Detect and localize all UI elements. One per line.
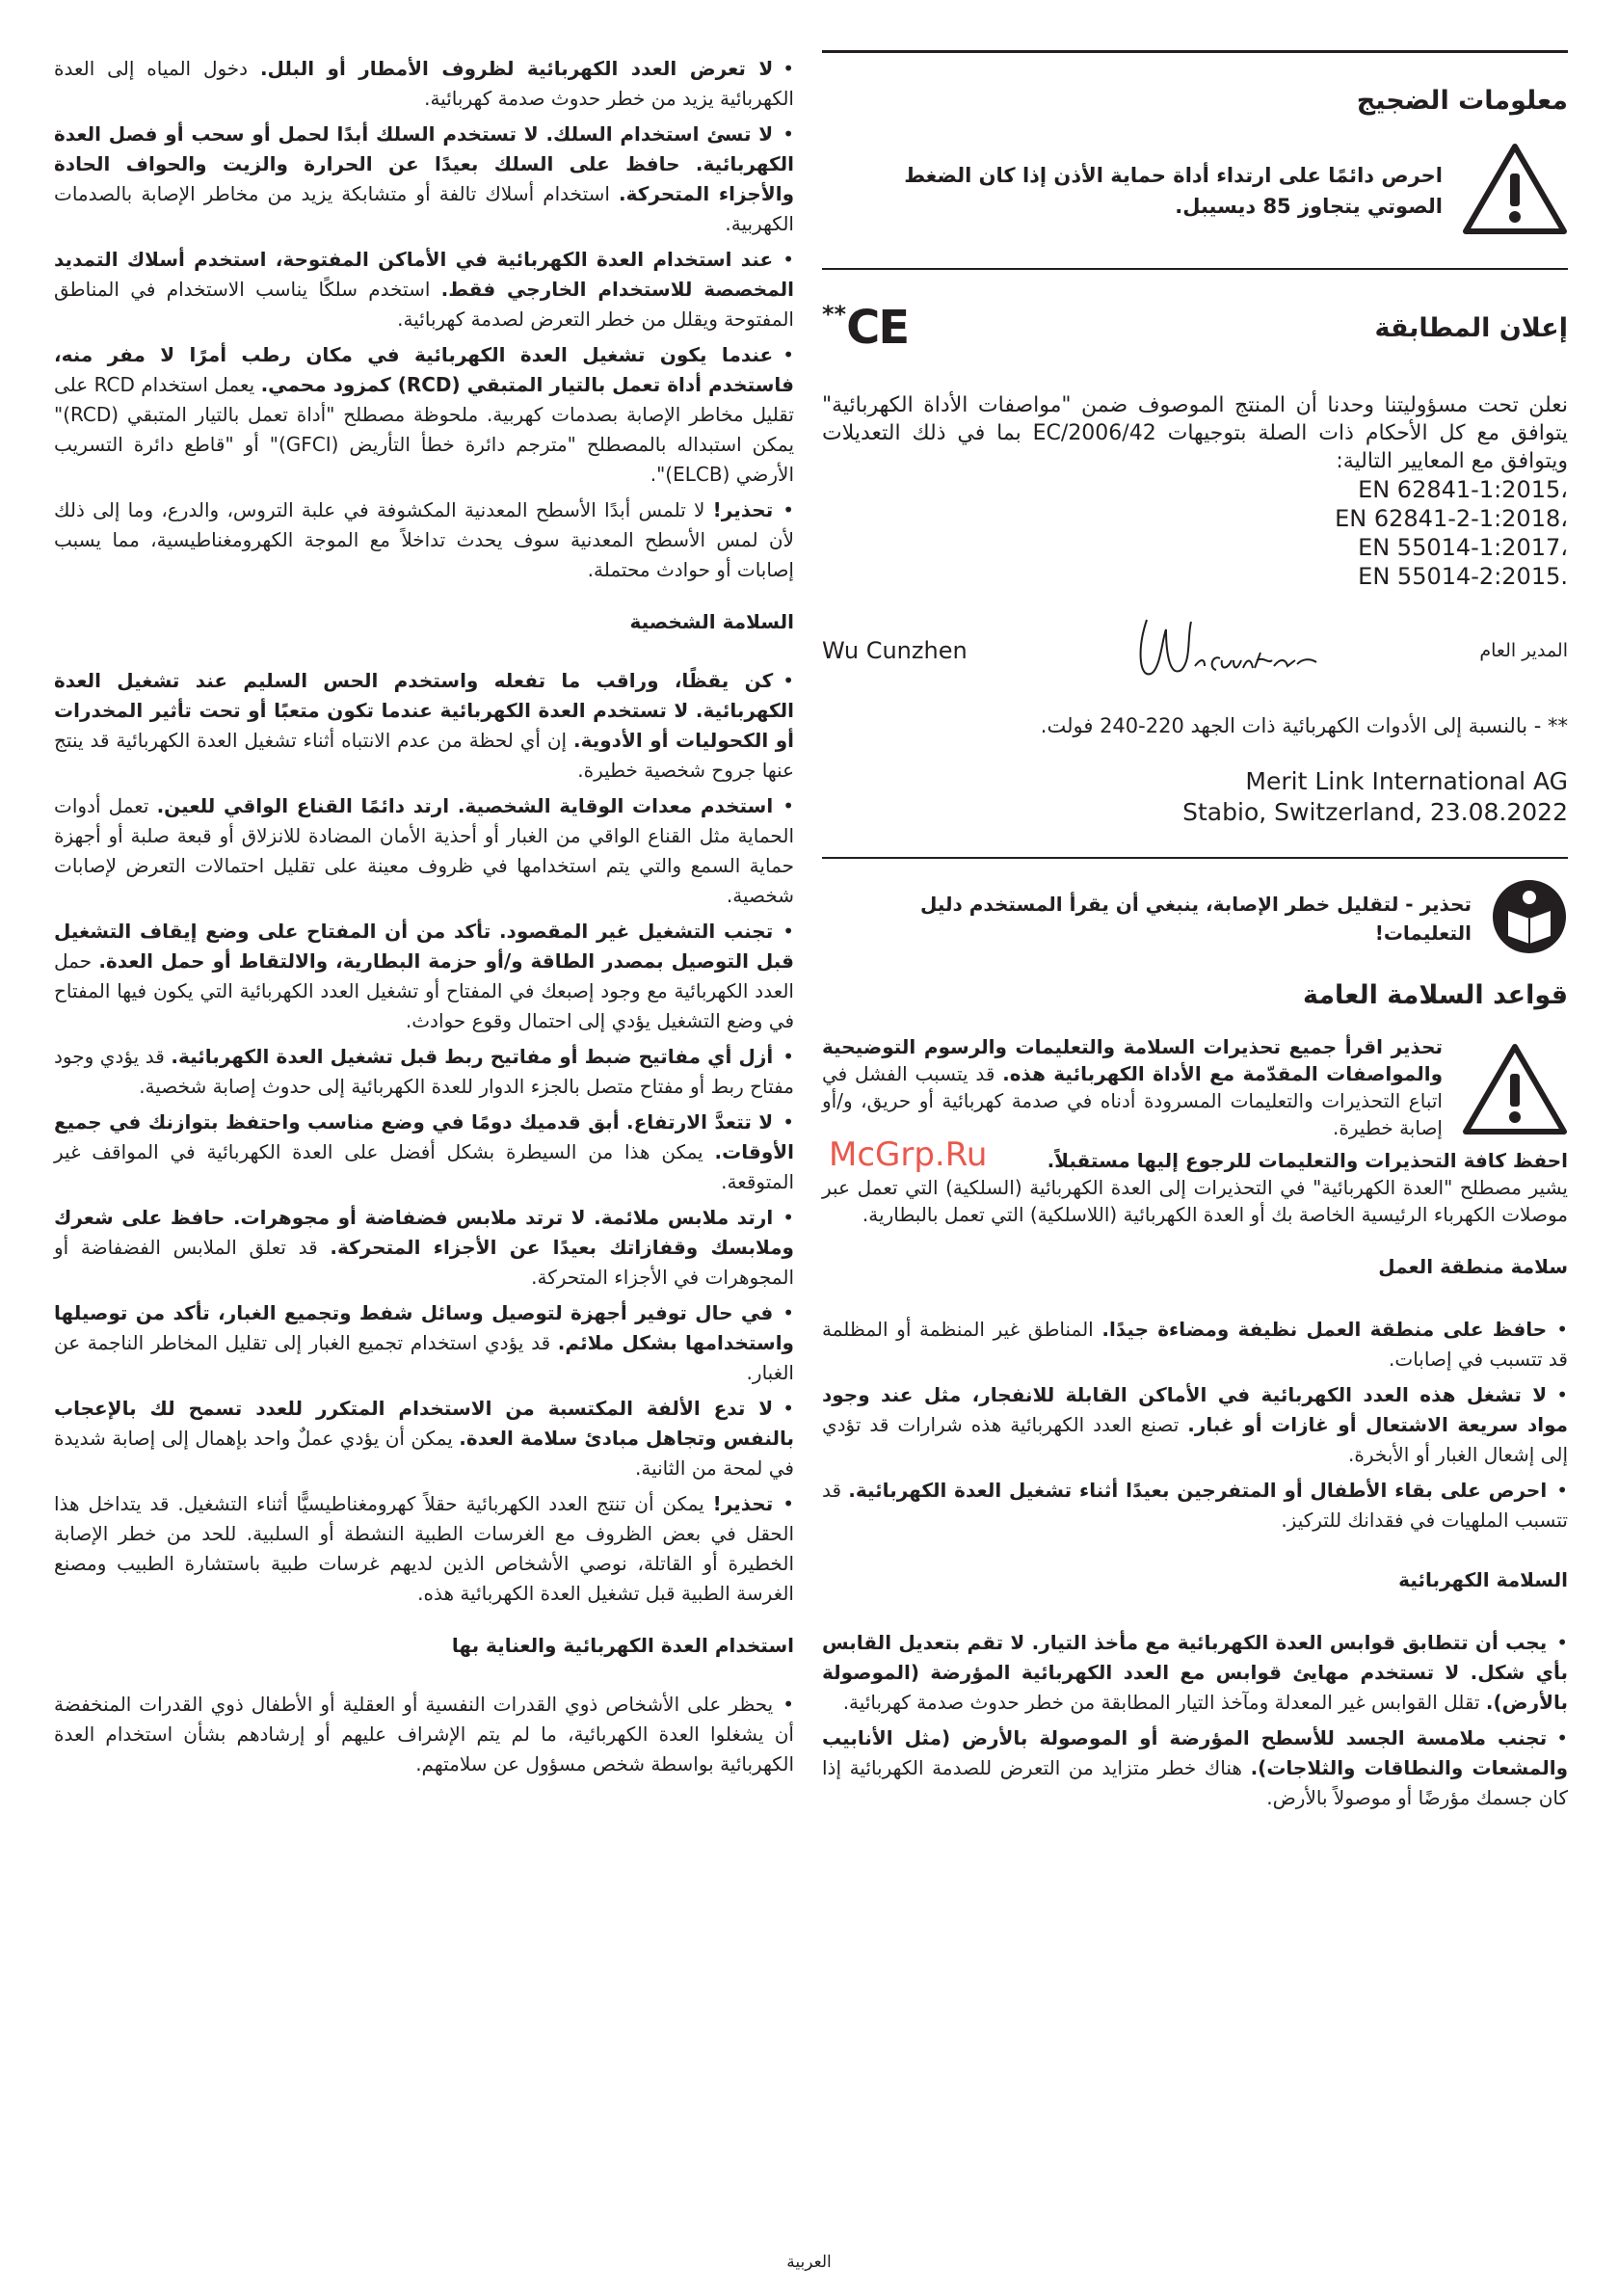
list-item: •كن يقظًا، وراقب ما تفعله واستخدم الحس السليم عند تشغيل العدة الكهربائية. لا تستخدم العدة الكهربائية عندما تكون متعبًا أو تحت تأثير المخدرات أو الكحوليات أو الأدوية. إن أي لحظة من عدم الانتباه أثناء تشغيل العدة الكهربائية قد ينتج عنها جروح شخصية خطيرة. [54,669,795,782]
manager-label: المدير العام [1479,640,1568,661]
use-care-title: استخدام العدة الكهربائية والعناية بها [451,1634,794,1657]
list-item: •احرص على بقاء الأطفال أو المتفرجين بعيدًا أثناء تشغيل العدة الكهربائية. قد تتسبب الملهيات في فقدانك للتركيز. [822,1479,1568,1532]
list-item: •عند استخدام العدة الكهربائية في الأماكن المفتوحة، استخدم أسلاك التمديد المخصصة للاستخدام الخارجي فقط. استخدم سلكًا يناسب الاستخدام في المناطق المفتوحة ويقلل من خطر التعرض لصدمة كهربائية. [54,248,794,331]
page-footer-language: العربية [786,2253,832,2272]
list-item: •تحذير! لا تلمس أبدًا الأسطح المعدنية المكشوفة في علبة التروس، والدرع، وما إلى ذلك لأن لمس الأسطح المعدنية سوف يحدث تداخلاً مع الموجة الكهرومغناطيسية، مما يسبب إصابات أو حوادث محتملة. [54,498,795,581]
list-item: •لا تتعدَّ الارتفاع. أبق قدميك دومًا في وضع مناسب واحتفظ بتوازنك في جميع الأوقات. يمكن هذا من السيطرة بشكل أفضل على العدة الكهربائية في المواقف غير المتوقعة. [54,1110,794,1193]
warning-triangle-icon [1462,143,1568,239]
keep-instructions: احفظ كافة التحذيرات والتعليمات للرجوع إليها مستقبلاً. [1047,1149,1568,1172]
standard-item: EN 62841-1:2015، [1358,476,1568,503]
signature-row [822,612,1568,689]
list-item: •تجنب ملامسة الجسد للأسطح المؤرضة أو الموصولة بالأرض (مثل الأنابيب والمشعات والنطاقات والثلاجات). هناك خطر متزايد من التعرض للصدمة الكهربائية إذا كان جسمك مؤرضًا أو موصولاً بالأرض. [822,1726,1568,1809]
personal-safety-list [54,666,794,1609]
list-item: •لا تدع الألفة المكتسبة من الاستخدام المتكرر للعدد تسمح لك بالإعجاب بالنفس وتجاهل مبادئ سلامة العدة. يمكن أن يؤدي عملٌ واحد بإهمال إلى إصابة شديدة في لمحة من الثانية. [54,1397,795,1480]
read-manual-text: تحذير - لتقليل خطر الإصابة، ينبغي أن يقرأ المستخدم دليل التعليمات! [920,893,1472,945]
conformity-intro: نعلن تحت مسؤوليتنا وحدنا أن المنتج الموصوف ضمن "مواصفات الأداة الكهربائية" يتوافق مع كل الأحكام ذات الصلة بتوجيهات 2006/42/EC بما في ذلك التعديلات ويتوافق مع المعايير التالية: [822,393,1568,473]
place-date: Stabio, Switzerland, 23.08.2022 [1182,798,1568,826]
work-area-title: سلامة منطقة العمل [1378,1255,1568,1278]
right-column [822,50,1568,1819]
general-warning-text [822,1033,1443,1141]
list-item: •لا تعرض العدد الكهربائية لظروف الأمطار أو البلل. دخول المياه إلى العدة الكهربائية يزيد من خطر حدوث صدمة كهربائية. [54,57,795,110]
list-item: •تحذير! يمكن أن تنتج العدد الكهربائية حقلاً كهرومغناطيسيًّا أثناء التشغيل. قد يتداخل هذا الحقل في بعض الظروف مع الغرسات الطبية النشطة أو السلبية. للحد من خطر الإصابة الخطيرة أو القاتلة، نوصي الأشخاص الذين لديهم غرسات طبية باستشارة الطبيب ومصنع الغرسة الطبية قبل تشغيل العدة الكهربائية هذه. [54,1492,795,1605]
divider [822,268,1568,270]
ce-mark: ** CE [822,301,909,355]
general-warning-rest: قد يتسبب الفشل في اتباع التحذيرات والتعليمات المسرودة أدناه في صدمة كهربائية أو حريق، و/أو إصابة خطيرة. [822,1062,1443,1139]
divider [822,857,1568,859]
conformity-title: إعلان المطابقة [1374,312,1568,343]
noise-warning-text: احرص دائمًا على ارتداء أداة حماية الأذن إذا كان الضغط الصوتي يتجاوز 85 ديسيبل. [904,164,1443,218]
general-safety-title: قواعد السلامة العامة [1302,980,1568,1010]
term-definition: يشير مصطلح "العدة الكهربائية" في التحذيرات إلى العدة الكهربائية (السلكية) التي تعمل عبر موصلات الكهرباء الرئيسية الخاصة بك أو العدة الكهربائية (اللاسلكية) التي تعمل بالبطارية. [822,1176,1568,1226]
electrical-continued-list [54,54,794,585]
list-item: •استخدم معدات الوقاية الشخصية. ارتد دائمًا القناع الواقي للعين. تعمل أدوات الحماية مثل القناع الواقي من الغبار أو أحذية الأمان المضادة للانزلاق أو قبعة صلبة أو أجهزة حماية السمع والتي يتم استخدامها في ظروف معينة على تقليل احتمالات التعرض لإصابات شخصية. [54,794,794,907]
noise-title: معلومات الضجيج [1356,86,1568,116]
read-manual-box [822,878,1568,959]
list-item: •حافظ على منطقة العمل نظيفة ومضاءة جيدًا. المناطق غير المنظمة أو المظلمة قد تتسبب في إصابات. [822,1318,1569,1371]
warning-triangle-icon [1462,1043,1568,1139]
general-warning-box [822,1033,1568,1141]
read-manual-icon [1491,878,1568,959]
list-item: •في حال توفير أجهزة لتوصيل وسائل شفط وتجميع الغبار، تأكد من توصيلها واستخدامها بشكل ملائم. قد يؤدي استخدام تجميع الغبار إلى تقليل المخاطر الناجمة عن الغبار. [54,1301,794,1384]
noise-warning-box [822,143,1568,239]
work-area-list [822,1315,1568,1535]
list-item: •ارتد ملابس ملائمة. لا ترتد ملابس فضفاضة أو مجوهرات. حافظ على شعرك وملابسك وقفازاتك بعيدًا عن الأجزاء المتحركة. قد تعلق الملابس الفضفاضة أو المجوهرات في الأجزاء المتحركة. [54,1206,794,1289]
standard-item: EN 55014-1:2017، [1358,534,1568,561]
manager-name: Wu Cunzhen [822,637,968,664]
watermark: McGrp.Ru [829,1135,988,1174]
list-item: •يحظر على الأشخاص ذوي القدرات النفسية أو العقلية أو الأطفال ذوي القدرات المنخفضة أن يشغلوا العدة الكهربائية، ما لم يتم الإشراف عليهم أو إرشادهم بشأن استخدام العدة الكهربائية بواسطة شخص مسؤول عن سلامتهم. [54,1693,794,1775]
personal-safety-title: السلامة الشخصية [629,610,794,633]
electrical-title: السلامة الكهربائية [1398,1568,1568,1591]
list-item: •تجنب التشغيل غير المقصود. تأكد من أن المفتاح على وضع إيقاف التشغيل قبل التوصيل بمصدر الطاقة و/أو حزمة البطارية، والالتقاط أو حمل العدة. حمل العدد الكهربائية مع وجود إصبعك في المفتاح أو تشغيل العدد الكهربائية التي يكون فيها المفتاح في وضع التشغيل يؤدي إلى احتمال وقوع حوادث. [54,920,795,1032]
conformity-header [822,301,1568,355]
left-column [54,54,794,1785]
signature [1127,610,1320,691]
standard-item: EN 55014-2:2015. [1358,563,1568,590]
list-item: •يجب أن تتطابق قوابس العدة الكهربائية مع مأخذ التيار. لا تقم بتعديل القابس بأي شكل. لا تستخدم مهايئ قوابس مع العدد الكهربائية المؤرضة (الموصولة بالأرض). تقلل القوابس غير المعدلة ومآخذ التيار المطابقة من خطر حدوث صدمة كهربائية. [822,1631,1568,1714]
list-item: •أزل أي مفاتيح ضبط أو مفاتيح ربط قبل تشغيل العدة الكهربائية. قد يؤدي وجود مفتاح ربط أو مفتاح متصل بالجزء الدوار للعدة الكهربائية إلى حدوث إصابة شخصية. [54,1045,794,1098]
standards-list [822,475,1568,591]
list-item: •عندما يكون تشغيل العدة الكهربائية في مكان رطب أمرًا لا مفر منه، فاستخدم أداة تعمل بالتيار المتبقي (RCD) كمزود محمي. يعمل استخدام RCD على تقليل مخاطر الإصابة بصدمات كهربية. ملحوظة مصطلح "أداة تعمل بالتيار المتبقي (RCD)" يمكن استبداله بالمصطلح "مترجم دائرة خطأ التأريض (GFCI)" أو "قاطع دائرة التسريب الأرضي (ELCB)". [54,343,795,486]
divider [822,50,1568,53]
voltage-note: ** - بالنسبة إلى الأدوات الكهربائية ذات الجهد 220-240 فولت. [1040,714,1568,737]
electrical-list [822,1628,1568,1813]
standard-item: EN 62841-2-1:2018، [1335,505,1568,532]
general-warning-bold: تحذير اقرأ جميع تحذيرات السلامة والتعليمات والرسوم التوضيحية والمواصفات المقدّمة مع الأداة الكهربائية هذه. [822,1035,1444,1085]
list-item: •لا تسئ استخدام السلك. لا تستخدم السلك أبدًا لحمل أو سحب أو فصل العدة الكهربائية. حافظ على السلك بعيدًا عن الحرارة والزيت والحواف الحادة والأجزاء المتحركة. استخدام أسلاك تالفة أو متشابكة يزيد من مخاطر الإصابة بالصدمات الكهربية. [54,122,794,235]
use-care-list [54,1690,794,1779]
ce-mark-label: CE [846,301,909,355]
list-item: •لا تشغل هذه العدد الكهربائية في الأماكن القابلة للانفجار، مثل عند وجود مواد سريعة الاشتعال أو غازات أو غبار. تصنع العدد الكهربائية هذه شرارات قد تؤدي إلى إشعال الغبار أو الأبخرة. [822,1383,1569,1466]
company-name: Merit Link International AG [1245,767,1568,795]
